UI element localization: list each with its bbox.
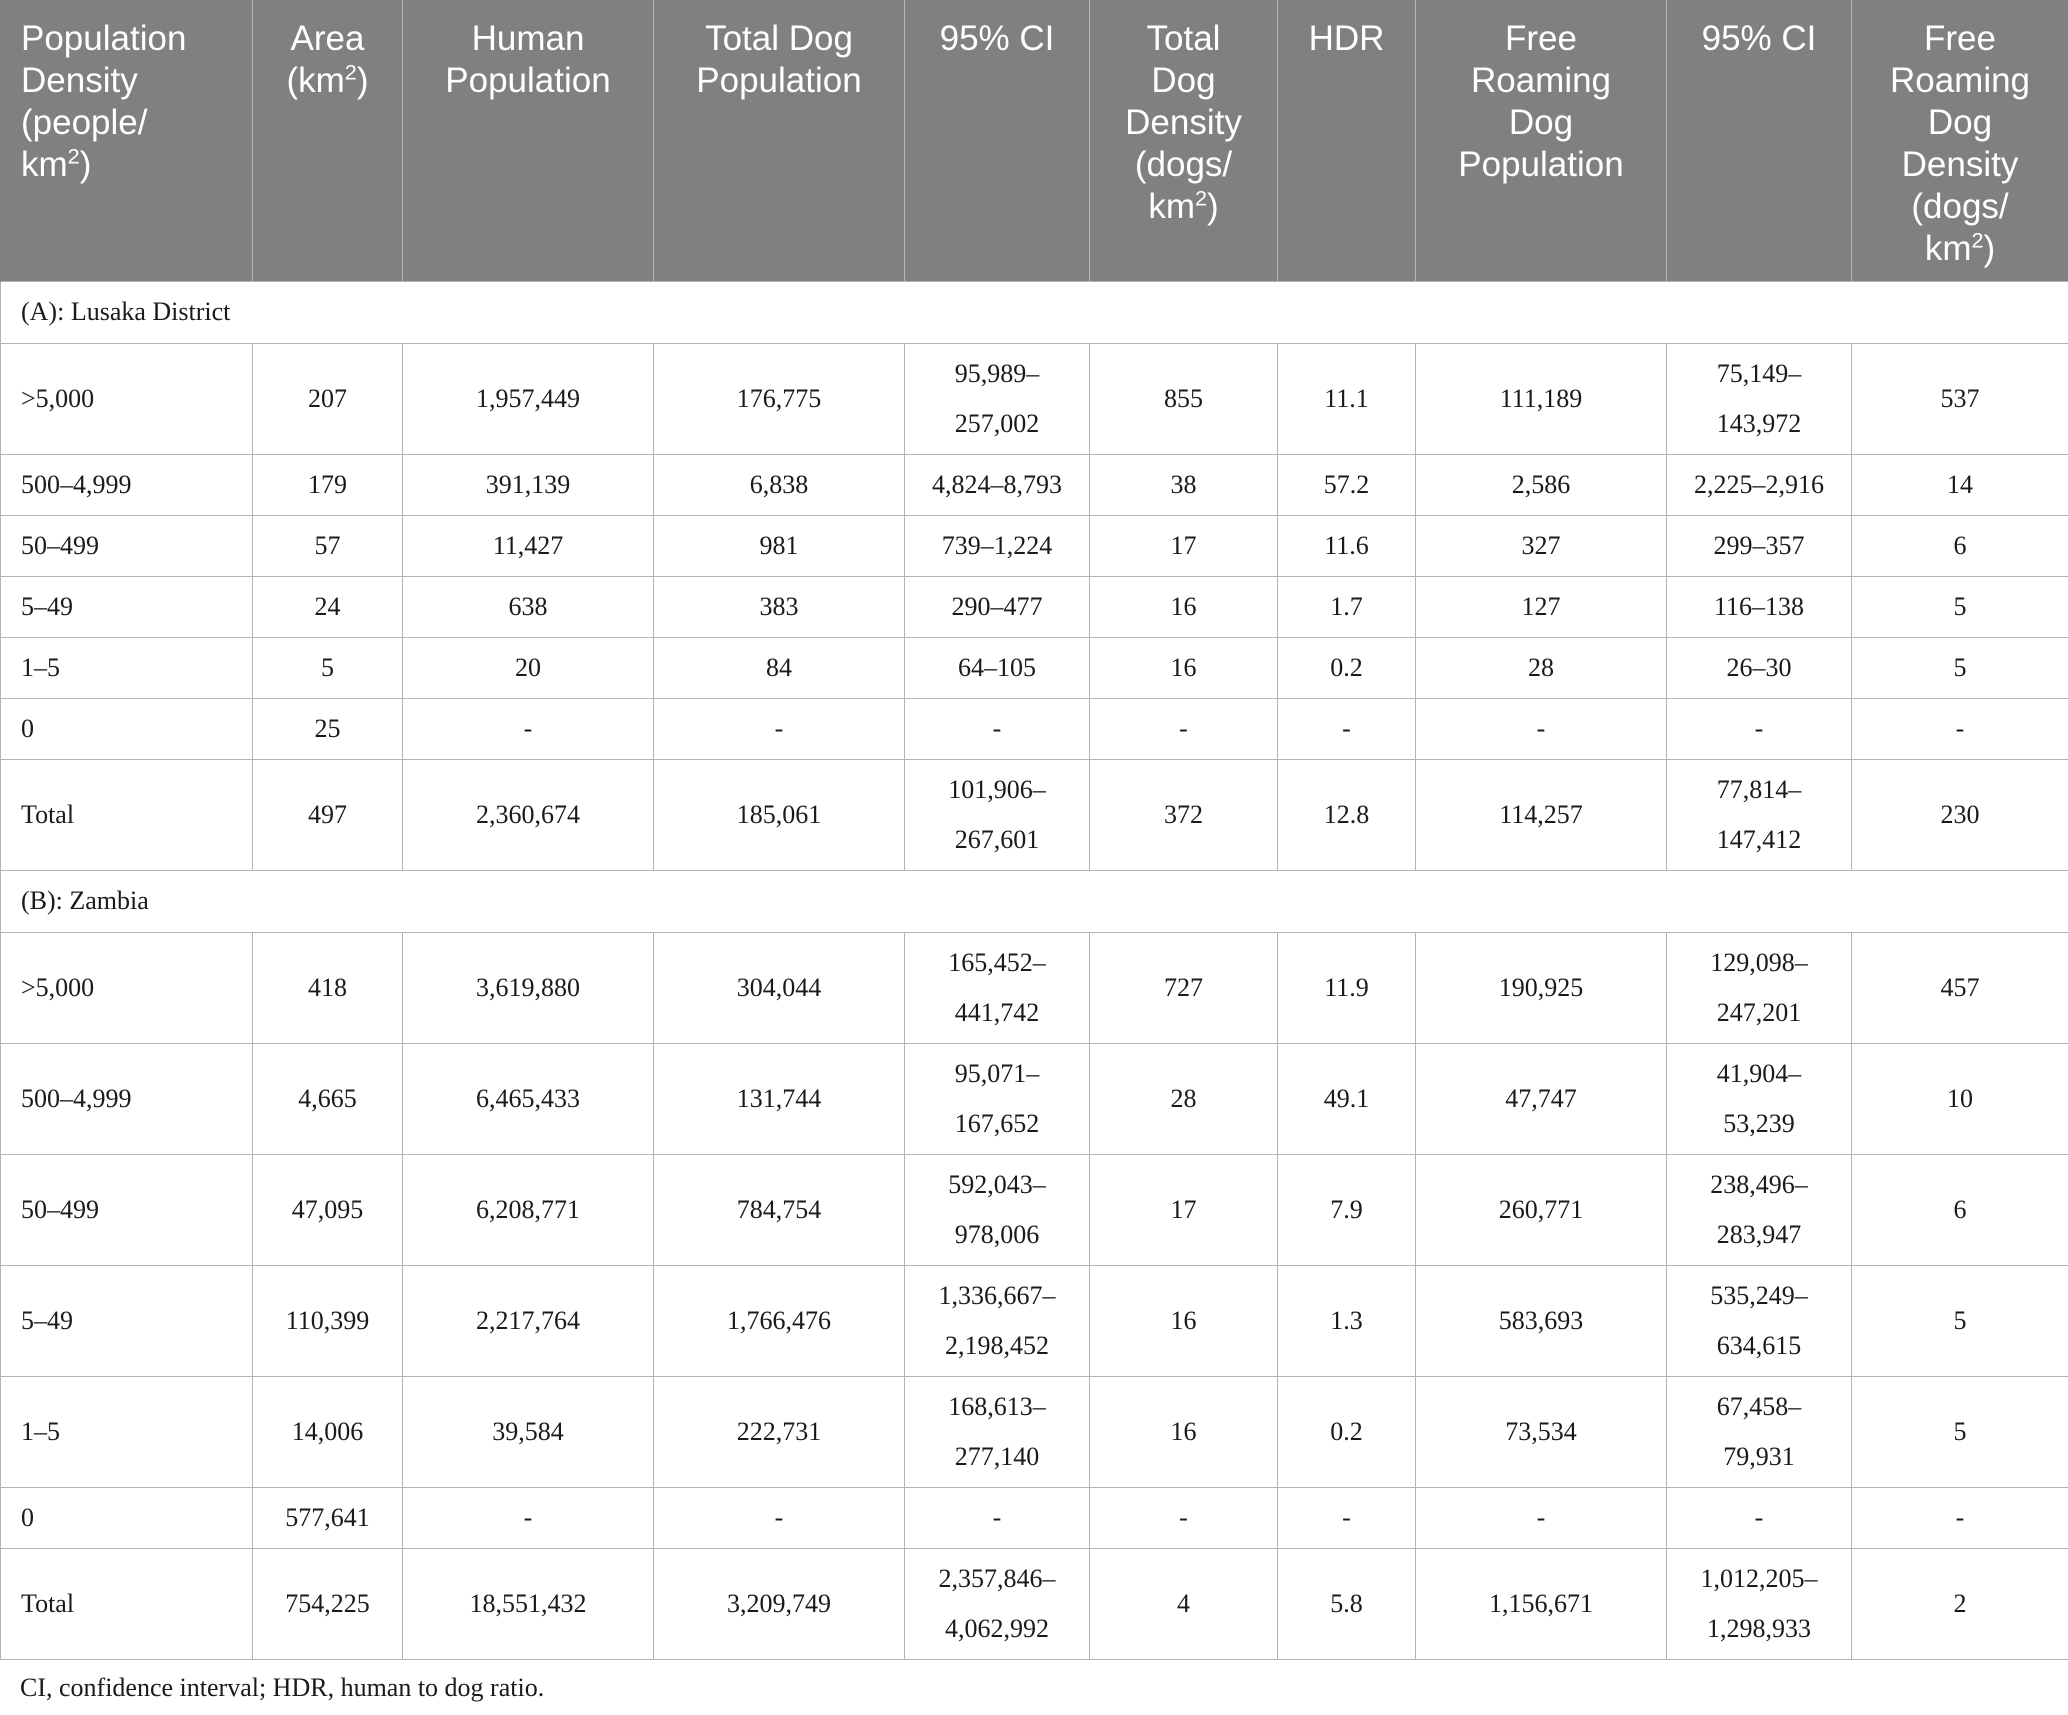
cell-population-density: Total (1, 759, 253, 870)
cell-hdr: 12.8 (1278, 759, 1416, 870)
cell-total-dog-density: - (1090, 1487, 1278, 1548)
header-human-population (403, 0, 654, 281)
header-line: Dog (1927, 103, 1993, 142)
cell-free-roaming-dog-density: 6 (1852, 1154, 2068, 1265)
cell-ci-free-roaming: 26–30 (1667, 637, 1852, 698)
cell-total-dog-density: 16 (1090, 576, 1278, 637)
cell-human-population: - (403, 1487, 654, 1548)
cell-total-dog-population: - (654, 1487, 905, 1548)
header-line: Free (1924, 19, 1996, 58)
cell-population-density: 5–49 (1, 1265, 253, 1376)
cell-line: 101,906– (948, 774, 1046, 804)
cell-free-roaming-dog-density: - (1852, 1487, 2068, 1548)
header-line-suffix: ) (1983, 229, 1996, 268)
table-footnote: CI, confidence interval; HDR, human to dog ratio. (20, 1673, 545, 1702)
cell-human-population: 2,217,764 (403, 1265, 654, 1376)
cell-line: 129,098– (1710, 947, 1808, 977)
cell-free-roaming-dog-population: - (1416, 698, 1667, 759)
cell-population-density: 1–5 (1, 1376, 253, 1487)
cell-area: 110,399 (253, 1265, 403, 1376)
cell-ci-free-roaming: - (1667, 1487, 1852, 1548)
table-row (1, 932, 2068, 1043)
cell-line: 238,496– (1710, 1169, 1808, 1199)
cell-human-population: 391,139 (403, 454, 654, 515)
cell-population-density: >5,000 (1, 932, 253, 1043)
table-row (1, 1376, 2068, 1487)
header-line: Density (1901, 145, 2019, 184)
cell-area: 5 (253, 637, 403, 698)
cell-line: 267,601 (954, 824, 1040, 854)
cell-line: 67,458– (1716, 1391, 1802, 1421)
cell-line: 79,931 (1723, 1441, 1795, 1471)
cell-total-dog-population: 84 (654, 637, 905, 698)
cell-line: 283,947 (1716, 1219, 1802, 1249)
cell-population-density: 50–499 (1, 1154, 253, 1265)
cell-human-population: 3,619,880 (403, 932, 654, 1043)
cell-line: 4,062,992 (945, 1613, 1049, 1643)
header-line-text: km (21, 145, 68, 184)
cell-line: 277,140 (954, 1441, 1040, 1471)
cell-line: 143,972 (1716, 408, 1802, 438)
header-line: 95% CI (1701, 19, 1817, 58)
cell-human-population: 1,957,449 (403, 343, 654, 454)
cell-population-density: Total (1, 1548, 253, 1659)
cell-line: 535,249– (1710, 1280, 1808, 1310)
cell-population-density: >5,000 (1, 343, 253, 454)
header-line: Roaming (1470, 61, 1612, 100)
cell-total-dog-density: 38 (1090, 454, 1278, 515)
cell-human-population: 638 (403, 576, 654, 637)
cell-free-roaming-dog-population: 111,189 (1416, 343, 1667, 454)
table-row (1, 637, 2068, 698)
cell-free-roaming-dog-density: 230 (1852, 759, 2068, 870)
table-row (1, 1265, 2068, 1376)
cell-human-population: - (403, 698, 654, 759)
cell-total-dog-population: 1,766,476 (654, 1265, 905, 1376)
section-title: (A): Lusaka District (1, 281, 2068, 343)
cell-total-dog-density: 16 (1090, 1265, 1278, 1376)
cell-line: 2,357,846– (938, 1563, 1056, 1593)
cell-free-roaming-dog-population: - (1416, 1487, 1667, 1548)
header-line-text: km (1148, 187, 1195, 226)
cell-hdr: 11.9 (1278, 932, 1416, 1043)
cell-population-density: 0 (1, 1487, 253, 1548)
header-hdr (1278, 0, 1416, 281)
cell-area: 24 (253, 576, 403, 637)
cell-total-dog-population: 3,209,749 (654, 1548, 905, 1659)
table-row (1, 759, 2068, 870)
superscript: 2 (1971, 227, 1984, 253)
cell-ci-total (905, 343, 1090, 454)
cell-total-dog-population: - (654, 698, 905, 759)
cell-line: 257,002 (954, 408, 1040, 438)
cell-line: 634,615 (1716, 1330, 1802, 1360)
cell-line: 147,412 (1716, 824, 1802, 854)
cell-line: 1,012,205– (1700, 1563, 1818, 1593)
cell-ci-total: 64–105 (905, 637, 1090, 698)
header-line-suffix: ) (1207, 187, 1219, 226)
cell-total-dog-density: 727 (1090, 932, 1278, 1043)
header-line (21, 144, 244, 186)
cell-area: 577,641 (253, 1487, 403, 1548)
cell-area: 754,225 (253, 1548, 403, 1659)
cell-total-dog-density: 16 (1090, 637, 1278, 698)
cell-total-dog-density: 17 (1090, 515, 1278, 576)
cell-area: 25 (253, 698, 403, 759)
cell-ci-free-roaming (1667, 1548, 1852, 1659)
header-line (1860, 228, 2060, 270)
cell-line: 1,336,667– (938, 1280, 1056, 1310)
cell-line: 95,071– (954, 1058, 1040, 1088)
cell-free-roaming-dog-population: 327 (1416, 515, 1667, 576)
header-line (1098, 186, 1269, 228)
cell-free-roaming-dog-population: 583,693 (1416, 1265, 1667, 1376)
header-line: Total (1146, 19, 1221, 58)
cell-free-roaming-dog-population: 73,534 (1416, 1376, 1667, 1487)
cell-ci-free-roaming: 2,225–2,916 (1667, 454, 1852, 515)
header-area (253, 0, 403, 281)
cell-ci-free-roaming (1667, 1265, 1852, 1376)
cell-ci-free-roaming: 299–357 (1667, 515, 1852, 576)
cell-line: 1,298,933 (1707, 1613, 1811, 1643)
cell-area: 14,006 (253, 1376, 403, 1487)
cell-ci-free-roaming (1667, 1043, 1852, 1154)
header-line: (people/ (21, 103, 148, 142)
cell-hdr: 1.7 (1278, 576, 1416, 637)
cell-population-density: 0 (1, 698, 253, 759)
section-title: (B): Zambia (1, 870, 2068, 932)
cell-free-roaming-dog-density: 5 (1852, 1265, 2068, 1376)
cell-ci-total (905, 1376, 1090, 1487)
cell-line: 441,742 (954, 997, 1040, 1027)
table-header-row (1, 0, 2068, 281)
cell-hdr: 5.8 (1278, 1548, 1416, 1659)
cell-population-density: 50–499 (1, 515, 253, 576)
cell-total-dog-population: 176,775 (654, 343, 905, 454)
cell-free-roaming-dog-population: 190,925 (1416, 932, 1667, 1043)
cell-human-population: 6,465,433 (403, 1043, 654, 1154)
cell-ci-total: - (905, 698, 1090, 759)
cell-ci-total (905, 1548, 1090, 1659)
header-line: Density (21, 61, 138, 100)
header-line (261, 60, 394, 102)
cell-total-dog-population: 185,061 (654, 759, 905, 870)
cell-area: 4,665 (253, 1043, 403, 1154)
cell-population-density: 500–4,999 (1, 454, 253, 515)
cell-ci-free-roaming (1667, 1376, 1852, 1487)
header-line: HDR (1308, 19, 1385, 58)
cell-hdr: 0.2 (1278, 637, 1416, 698)
cell-ci-total: 290–477 (905, 576, 1090, 637)
cell-line: 247,201 (1716, 997, 1802, 1027)
table-row (1, 343, 2068, 454)
cell-area: 179 (253, 454, 403, 515)
cell-hdr: 57.2 (1278, 454, 1416, 515)
cell-line: 75,149– (1716, 358, 1802, 388)
cell-free-roaming-dog-density: - (1852, 698, 2068, 759)
cell-hdr: - (1278, 1487, 1416, 1548)
cell-free-roaming-dog-density: 5 (1852, 637, 2068, 698)
cell-total-dog-density: 17 (1090, 1154, 1278, 1265)
header-95ci-total (905, 0, 1090, 281)
cell-hdr: 11.6 (1278, 515, 1416, 576)
header-line-suffix: ) (356, 61, 369, 100)
header-free-roaming-dog-population (1416, 0, 1667, 281)
cell-free-roaming-dog-density: 457 (1852, 932, 2068, 1043)
cell-ci-total (905, 932, 1090, 1043)
header-line: Roaming (1889, 61, 2031, 100)
cell-free-roaming-dog-density: 6 (1852, 515, 2068, 576)
section-row (1, 870, 2068, 932)
table-row (1, 515, 2068, 576)
cell-line: 2,198,452 (945, 1330, 1049, 1360)
cell-free-roaming-dog-density: 5 (1852, 576, 2068, 637)
header-line-suffix: ) (79, 145, 92, 184)
cell-hdr: 7.9 (1278, 1154, 1416, 1265)
cell-line: 41,904– (1716, 1058, 1802, 1088)
cell-ci-total: 739–1,224 (905, 515, 1090, 576)
cell-free-roaming-dog-population: 127 (1416, 576, 1667, 637)
cell-ci-free-roaming (1667, 343, 1852, 454)
header-line: 95% CI (939, 19, 1055, 58)
cell-free-roaming-dog-population: 260,771 (1416, 1154, 1667, 1265)
cell-total-dog-population: 784,754 (654, 1154, 905, 1265)
cell-human-population: 18,551,432 (403, 1548, 654, 1659)
cell-area: 47,095 (253, 1154, 403, 1265)
header-line: (dogs/ (1134, 145, 1233, 184)
header-line-text: (km (286, 61, 345, 100)
header-total-dog-population (654, 0, 905, 281)
cell-total-dog-density: 855 (1090, 343, 1278, 454)
table-row (1, 454, 2068, 515)
table-row (1, 698, 2068, 759)
cell-free-roaming-dog-population: 1,156,671 (1416, 1548, 1667, 1659)
header-line: (dogs/ (1911, 187, 2009, 226)
table-body (1, 281, 2068, 1659)
cell-human-population: 39,584 (403, 1376, 654, 1487)
cell-hdr: 1.3 (1278, 1265, 1416, 1376)
cell-free-roaming-dog-population: 28 (1416, 637, 1667, 698)
cell-ci-free-roaming: 116–138 (1667, 576, 1852, 637)
header-line: Dog (1151, 61, 1216, 100)
cell-ci-free-roaming (1667, 932, 1852, 1043)
cell-total-dog-density: 372 (1090, 759, 1278, 870)
table-row (1, 1043, 2068, 1154)
header-free-roaming-dog-density (1852, 0, 2068, 281)
cell-area: 497 (253, 759, 403, 870)
cell-free-roaming-dog-population: 114,257 (1416, 759, 1667, 870)
header-line: Area (290, 19, 365, 58)
cell-total-dog-density: 16 (1090, 1376, 1278, 1487)
table-row (1, 1548, 2068, 1659)
header-line: Density (1125, 103, 1242, 142)
header-line: Population (696, 61, 862, 100)
cell-ci-free-roaming (1667, 1154, 1852, 1265)
cell-human-population: 11,427 (403, 515, 654, 576)
cell-free-roaming-dog-density: 2 (1852, 1548, 2068, 1659)
cell-free-roaming-dog-density: 10 (1852, 1043, 2068, 1154)
cell-hdr: - (1278, 698, 1416, 759)
header-line: Population (1458, 145, 1624, 184)
cell-free-roaming-dog-population: 2,586 (1416, 454, 1667, 515)
header-line: Total Dog (705, 19, 853, 58)
cell-total-dog-density: 28 (1090, 1043, 1278, 1154)
table-row (1, 1154, 2068, 1265)
header-total-dog-density (1090, 0, 1278, 281)
cell-line: 95,989– (954, 358, 1040, 388)
cell-area: 418 (253, 932, 403, 1043)
header-line: Population (445, 61, 611, 100)
cell-hdr: 11.1 (1278, 343, 1416, 454)
cell-free-roaming-dog-density: 537 (1852, 343, 2068, 454)
table-row (1, 576, 2068, 637)
cell-human-population: 20 (403, 637, 654, 698)
cell-ci-total (905, 1043, 1090, 1154)
superscript: 2 (1194, 185, 1208, 211)
cell-line: 77,814– (1716, 774, 1802, 804)
header-line: Free (1505, 19, 1577, 58)
cell-line: 165,452– (948, 947, 1046, 977)
cell-total-dog-population: 981 (654, 515, 905, 576)
cell-human-population: 2,360,674 (403, 759, 654, 870)
cell-population-density: 5–49 (1, 576, 253, 637)
superscript: 2 (344, 59, 357, 85)
cell-ci-total (905, 1154, 1090, 1265)
cell-total-dog-density: 4 (1090, 1548, 1278, 1659)
cell-total-dog-population: 131,744 (654, 1043, 905, 1154)
header-line-text: km (1924, 229, 1972, 268)
cell-ci-free-roaming: - (1667, 698, 1852, 759)
cell-area: 57 (253, 515, 403, 576)
cell-area: 207 (253, 343, 403, 454)
cell-ci-total (905, 1265, 1090, 1376)
superscript: 2 (67, 143, 80, 169)
cell-total-dog-population: 383 (654, 576, 905, 637)
cell-line: 978,006 (954, 1219, 1040, 1249)
header-line: Dog (1508, 103, 1574, 142)
cell-ci-total: 4,824–8,793 (905, 454, 1090, 515)
cell-total-dog-population: 6,838 (654, 454, 905, 515)
cell-line: 167,652 (954, 1108, 1040, 1138)
cell-line: 53,239 (1723, 1108, 1795, 1138)
header-population-density (1, 0, 253, 281)
cell-free-roaming-dog-density: 14 (1852, 454, 2068, 515)
cell-hdr: 49.1 (1278, 1043, 1416, 1154)
cell-line: 592,043– (948, 1169, 1046, 1199)
header-95ci-free-roaming (1667, 0, 1852, 281)
cell-ci-total: - (905, 1487, 1090, 1548)
cell-hdr: 0.2 (1278, 1376, 1416, 1487)
cell-ci-total (905, 759, 1090, 870)
header-line: Human (471, 19, 585, 58)
cell-population-density: 1–5 (1, 637, 253, 698)
section-row (1, 281, 2068, 343)
cell-population-density: 500–4,999 (1, 1043, 253, 1154)
cell-free-roaming-dog-density: 5 (1852, 1376, 2068, 1487)
cell-free-roaming-dog-population: 47,747 (1416, 1043, 1667, 1154)
table-row (1, 1487, 2068, 1548)
cell-total-dog-density: - (1090, 698, 1278, 759)
header-line: Population (21, 19, 187, 58)
cell-human-population: 6,208,771 (403, 1154, 654, 1265)
cell-total-dog-population: 222,731 (654, 1376, 905, 1487)
cell-line: 168,613– (948, 1391, 1046, 1421)
cell-total-dog-population: 304,044 (654, 932, 905, 1043)
cell-ci-free-roaming (1667, 759, 1852, 870)
